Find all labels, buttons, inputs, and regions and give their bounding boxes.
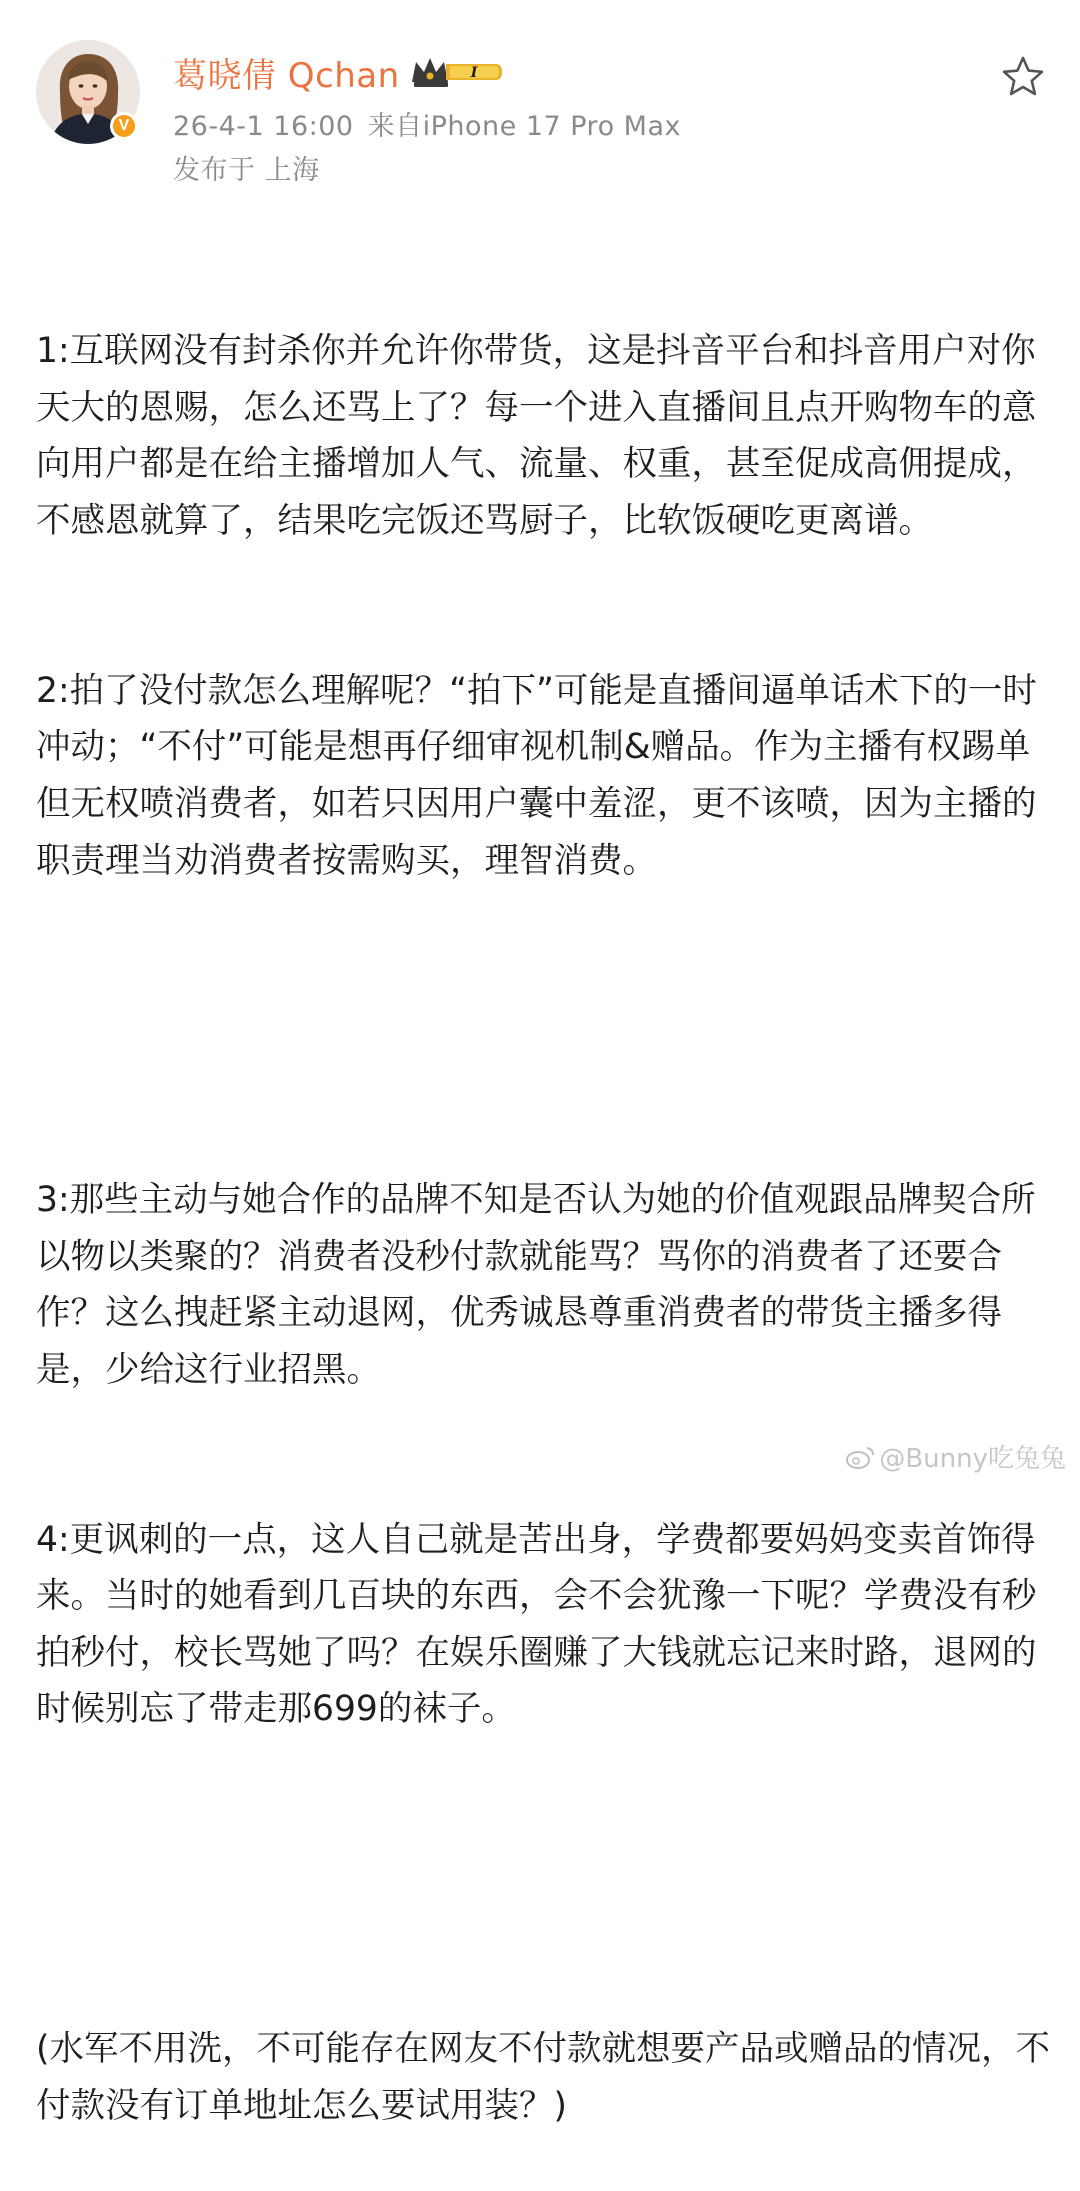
watermark-text: @Bunny吃兔兔 — [879, 1444, 1066, 1474]
vip-level-label: I — [470, 65, 477, 81]
paragraph-spacer — [36, 1851, 1056, 1908]
author-name-row — [173, 48, 506, 96]
watermark — [845, 1438, 1066, 1475]
post-header — [0, 0, 1080, 200]
post-paragraph-2: 2:拍了没付款怎么理解呢？“拍下”可能是直播间逼单话术下的一时冲动；“不付”可能是想再仔细审视机制&赠品。作为主播有权踢单但无权喷消费者，如若只因用户囊中羞涩，更不该喷，因为主播的职责理当劝消费者按需购买，理智消费。 — [36, 670, 1037, 881]
paragraph-spacer — [36, 1002, 1056, 1059]
post-paragraph-4: 4:更讽刺的一点，这人自己就是苦出身，学费都要妈妈变卖首饰得来。当时的她看到几百块的东西，会不会犹豫一下呢？学费没有秒拍秒付，校长骂她了吗？在娱乐圈赚了大钱就忘记来时路，退网的时候别忘了带走那699的袜子。 — [36, 1519, 1037, 1730]
star-outline-icon[interactable] — [1000, 54, 1046, 100]
weibo-logo-icon — [845, 1444, 875, 1470]
author-name[interactable]: 葛晓倩 Qchan — [173, 55, 400, 96]
avatar[interactable] — [36, 40, 140, 144]
crown-vip-icon[interactable] — [410, 52, 506, 92]
post-location: 发布于 上海 — [173, 155, 320, 186]
post-time: 26-4-1 16:00 — [173, 111, 354, 142]
post-meta-time — [173, 104, 681, 143]
post-paragraph-5: (水军不用洗，不可能存在网友不付款就想要产品或赠品的情况，不付款没有订单地址怎么要试用装？) — [36, 2029, 1050, 2126]
post-body — [36, 210, 1056, 2191]
verified-v-icon: V — [110, 112, 138, 140]
post-paragraph-3: 3:那些主动与她合作的品牌不知是否认为她的价值观跟品牌契合所以物以类聚的？消费者没秒付款就能骂？骂你的消费者了还要合作？这么拽赶紧主动退网，优秀诚恳尊重消费者的带货主播多得是，少给这行业招黑。 — [36, 1180, 1036, 1390]
post-paragraph-1: 1:互联网没有封杀你并允许你带货，这是抖音平台和抖音用户对你天大的恩赐，怎么还骂上了？每一个进入直播间且点开购物车的意向用户都是在给主播增加人气、流量、权重，甚至促成高佣提成，不感恩就算了，结果吃完饭还骂厨子，比软饭硬吃更离谱。 — [36, 331, 1037, 541]
post-source[interactable]: 来自iPhone 17 Pro Max — [367, 111, 681, 142]
